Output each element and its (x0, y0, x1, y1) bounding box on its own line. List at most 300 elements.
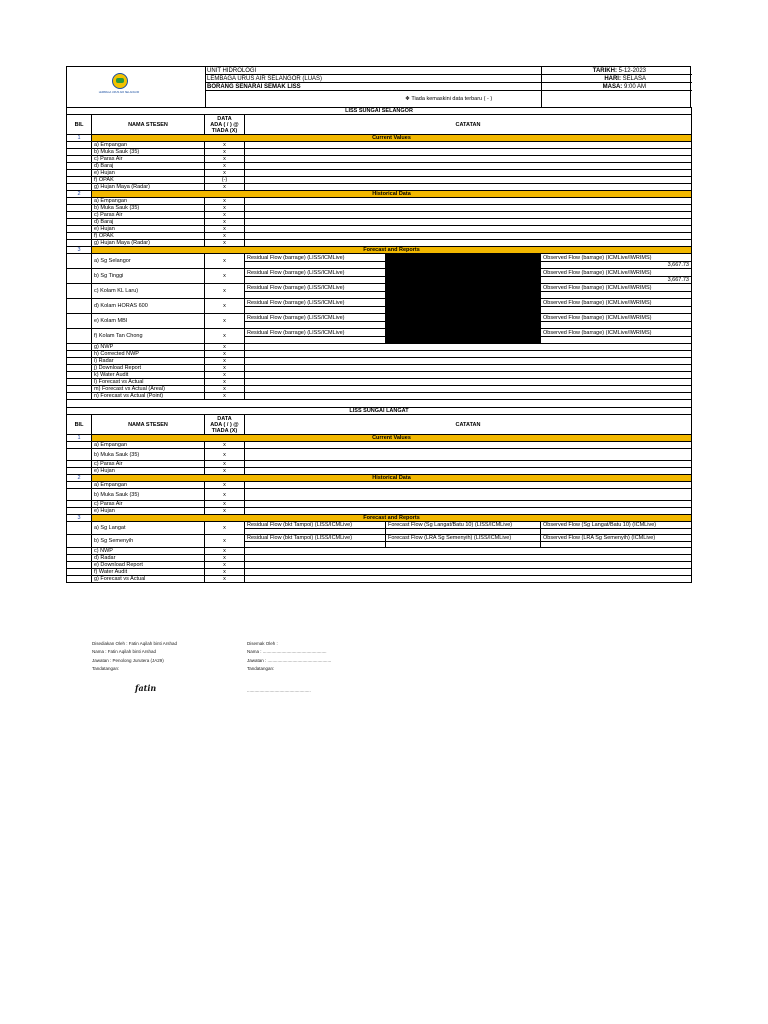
status-mark: x (205, 482, 245, 489)
section-number: 1 (67, 135, 92, 142)
status-mark: (-) (205, 177, 245, 184)
station-row (67, 184, 692, 191)
empty-bil (67, 372, 92, 379)
status-mark: x (205, 386, 245, 393)
flow-row (67, 269, 692, 277)
empty-bil (67, 240, 92, 247)
empty-bil (67, 184, 92, 191)
station-name: f) Water Audit (92, 569, 205, 576)
station-name: f) OPAK (92, 177, 205, 184)
checked-signature-label: Tandatangan: (247, 665, 275, 671)
checked-name: Nama : ................................................... (247, 649, 327, 655)
empty-bil (67, 562, 92, 569)
observed-flow-label: Observed Flow (Sg Langat/Batu 10) (ICMLive) (541, 522, 692, 529)
empty-bil (67, 461, 92, 468)
catatan-cell (245, 351, 692, 358)
station-name: b) Muka Sauk (35) (92, 449, 205, 461)
checklist-sheet (66, 66, 691, 583)
station-name: c) Paras Air (92, 212, 205, 219)
catatan-cell (245, 142, 692, 149)
station-row (67, 344, 692, 351)
station-name: d) Baraj (92, 219, 205, 226)
station-row (67, 205, 692, 212)
section-number: 1 (67, 435, 92, 442)
status-mark: x (205, 205, 245, 212)
station-row (67, 365, 692, 372)
residual-value (245, 307, 386, 314)
flow-row (67, 284, 692, 292)
observed-flow-label: Observed Flow (barrage) (ICMLive/IWRIMS) (541, 314, 692, 322)
section-title: Forecast and Reports (92, 515, 692, 522)
col-data-line: TIADA (X) (211, 427, 238, 434)
station-name: b) Muka Sauk (35) (92, 489, 205, 501)
col-data (205, 115, 245, 135)
empty-bil (67, 393, 92, 400)
catatan-cell (245, 468, 692, 475)
station-row (67, 240, 692, 247)
empty-bil (67, 569, 92, 576)
residual-flow-label: Residual Flow (barrage) (LISS/ICMLive) (245, 284, 386, 292)
station-row (67, 379, 692, 386)
observed-flow-label: Observed Flow (barrage) (ICMLive/IWRIMS) (541, 299, 692, 307)
status-mark: x (205, 548, 245, 555)
catatan-cell (245, 562, 692, 569)
station-name: b) Sg Tinggi (92, 269, 205, 284)
station-row (67, 351, 692, 358)
status-mark: x (205, 442, 245, 449)
status-mark: x (205, 576, 245, 583)
status-mark: x (205, 233, 245, 240)
empty-bil (67, 269, 92, 284)
catatan-cell (245, 233, 692, 240)
residual-flow-label: Residual Flow (barrage) (LISS/ICMLive) (245, 299, 386, 307)
station-name: d) Radar (92, 555, 205, 562)
col-bil: BIL (67, 415, 92, 435)
catatan-cell (245, 569, 692, 576)
prepared-position: Jawatan : Penolong Jurutera (JA29) (92, 657, 164, 663)
empty-bil (67, 177, 92, 184)
catatan-cell (245, 149, 692, 156)
section-band-row (67, 135, 692, 142)
spacer-row (67, 400, 692, 408)
observed-flow-label: Observed Flow (barrage) (ICMLive/IWRIMS) (541, 284, 692, 292)
catatan-cell (245, 508, 692, 515)
catatan-cell (245, 156, 692, 163)
station-name: a) Empangan (92, 198, 205, 205)
station-row (67, 393, 692, 400)
station-row (67, 149, 692, 156)
residual-value (245, 277, 386, 284)
empty-bil (67, 226, 92, 233)
empty-bil (67, 344, 92, 351)
empty-bil (67, 508, 92, 515)
catatan-cell (245, 212, 692, 219)
empty-bil (67, 329, 92, 344)
status-mark: x (205, 219, 245, 226)
empty-bil (67, 386, 92, 393)
section-title: Current Values (92, 435, 692, 442)
catatan-cell (245, 365, 692, 372)
status-mark: x (205, 449, 245, 461)
station-row (67, 386, 692, 393)
unit-title: UNIT HIDROLOGI (205, 67, 541, 75)
logo-text: LEMBAGA URUS AIR SELANGOR (98, 91, 140, 94)
col-bil: BIL (67, 115, 92, 135)
hari-field: HARI: SELASA (541, 75, 692, 83)
checked-by-block (247, 640, 397, 673)
catatan-cell (245, 489, 692, 501)
station-row (67, 555, 692, 562)
residual-flow-label: Residual Flow (barrage) (LISS/ICMLive) (245, 314, 386, 322)
catatan-cell (245, 163, 692, 170)
status-mark: x (205, 329, 245, 344)
station-name: i) Radar (92, 358, 205, 365)
section-number: 3 (67, 515, 92, 522)
catatan-cell (245, 240, 692, 247)
checked-by: Disemak Oleh : (247, 641, 278, 646)
redacted-block (386, 284, 541, 299)
flow-row (67, 535, 692, 542)
section-title: Historical Data (92, 475, 692, 482)
station-name: d) Baraj (92, 163, 205, 170)
station-name: e) Hujan (92, 170, 205, 177)
station-name: c) NWP (92, 548, 205, 555)
observed-value (541, 337, 692, 344)
status-mark: x (205, 149, 245, 156)
luas-logo (67, 67, 206, 107)
catatan-cell (245, 386, 692, 393)
spacer (67, 400, 692, 408)
status-mark: x (205, 170, 245, 177)
empty-bil (67, 379, 92, 386)
status-mark: x (205, 372, 245, 379)
signature-line: ................................................... (247, 688, 311, 693)
empty-bil (67, 576, 92, 583)
station-row (67, 372, 692, 379)
prepared-name: Nama : Fatin Aqilah binti Arshad (92, 649, 157, 655)
region-title-row (67, 408, 692, 415)
status-mark: x (205, 535, 245, 548)
station-name: f) Kolam Tan Chong (92, 329, 205, 344)
station-row (67, 212, 692, 219)
station-name: a) Empangan (92, 442, 205, 449)
empty-bil (67, 205, 92, 212)
status-mark: x (205, 314, 245, 329)
catatan-cell (245, 482, 692, 489)
handwritten-signature: fatin (135, 683, 157, 693)
catatan-cell (245, 198, 692, 205)
catatan-cell (245, 170, 692, 177)
station-name: c) Paras Air (92, 156, 205, 163)
empty-bil (67, 501, 92, 508)
residual-value (245, 322, 386, 329)
forecast-flow-label: Forecast Flow (Sg Langat/Batu 10) (LISS/ICMLive) (386, 522, 541, 529)
station-name: l) Forecast vs Actual (92, 379, 205, 386)
catatan-cell (245, 449, 692, 461)
status-mark: x (205, 226, 245, 233)
status-mark: x (205, 284, 245, 299)
observed-value: 3,667.73 (541, 277, 692, 284)
flow-row (67, 314, 692, 322)
station-name: c) Paras Air (92, 461, 205, 468)
header-titles (205, 67, 542, 107)
station-name: g) Hujan Maya (Radar) (92, 184, 205, 191)
station-row (67, 226, 692, 233)
empty-bil (67, 212, 92, 219)
status-mark: x (205, 198, 245, 205)
empty-bil (67, 198, 92, 205)
region-title: LISS SUNGAI SELANGOR (67, 108, 692, 115)
prepared-signature-label: Tandatangan: (92, 665, 120, 671)
station-name: c) Kolam KL Laru) (92, 284, 205, 299)
station-row (67, 142, 692, 149)
empty-bil (67, 219, 92, 226)
empty-bil (67, 489, 92, 501)
station-name: a) Sg Selangor (92, 254, 205, 269)
col-catatan: CATATAN (245, 115, 692, 135)
station-row (67, 449, 692, 461)
section-title: Historical Data (92, 191, 692, 198)
section-band-row (67, 475, 692, 482)
station-row (67, 548, 692, 555)
section-number: 2 (67, 475, 92, 482)
catatan-cell (245, 555, 692, 562)
station-name: n) Forecast vs Actual (Point) (92, 393, 205, 400)
status-mark: x (205, 569, 245, 576)
prepared-by: Disediakan Oleh : Fatin Aqilah binti Arshad (92, 641, 178, 646)
empty-bil (67, 314, 92, 329)
status-mark: x (205, 358, 245, 365)
status-mark: x (205, 269, 245, 284)
station-name: d) Kolam HORAS 600 (92, 299, 205, 314)
section-band-row (67, 247, 692, 254)
observed-flow-label: Observed Flow (barrage) (ICMLive/IWRIMS) (541, 329, 692, 337)
empty-bil (67, 163, 92, 170)
col-nama-stesen: NAMA STESEN (92, 115, 205, 135)
status-mark: x (205, 489, 245, 501)
catatan-cell (245, 548, 692, 555)
empty-bil (67, 170, 92, 177)
empty-bil (67, 284, 92, 299)
status-mark: x (205, 501, 245, 508)
section-number: 2 (67, 191, 92, 198)
station-name: m) Forecast vs Actual (Areal) (92, 386, 205, 393)
station-name: f) OPAK (92, 233, 205, 240)
observed-flow-label: Observed Flow (barrage) (ICMLive/IWRIMS) (541, 269, 692, 277)
catatan-cell (245, 177, 692, 184)
station-name: j) Download Report (92, 365, 205, 372)
section-band-row (67, 515, 692, 522)
station-name: b) Muka Sauk (35) (92, 205, 205, 212)
legend-note: ❖ Tiada kemaskini data terbaru ( - ) (405, 96, 493, 102)
section-band-row (67, 435, 692, 442)
section-title: Current Values (92, 135, 692, 142)
catatan-cell (245, 501, 692, 508)
catatan-cell (245, 226, 692, 233)
section-title: Forecast and Reports (92, 247, 692, 254)
catatan-cell (245, 461, 692, 468)
station-name: e) Hujan (92, 226, 205, 233)
station-row (67, 170, 692, 177)
empty-bil (67, 449, 92, 461)
status-mark: x (205, 299, 245, 314)
form-header (66, 66, 691, 107)
empty-bil (67, 535, 92, 548)
station-name: b) Sg Semenyih (92, 535, 205, 548)
station-name: g) Hujan Maya (Radar) (92, 240, 205, 247)
status-mark: x (205, 163, 245, 170)
section-number: 3 (67, 247, 92, 254)
residual-flow-label: Residual Flow (barrage) (LISS/ICMLive) (245, 329, 386, 337)
station-name: a) Empangan (92, 482, 205, 489)
station-row (67, 198, 692, 205)
residual-flow-label: Residual Flow (barrage) (LISS/ICMLive) (245, 269, 386, 277)
empty-bil (67, 522, 92, 535)
status-mark: x (205, 351, 245, 358)
status-mark: x (205, 379, 245, 386)
masa-field: MASA: 9:00 AM (541, 83, 692, 91)
redacted-block (386, 329, 541, 344)
station-row (67, 508, 692, 515)
empty-bil (67, 358, 92, 365)
residual-flow-label: Residual Flow (barrage) (LISS/ICMLive) (245, 254, 386, 262)
status-mark: x (205, 522, 245, 535)
catatan-cell (245, 576, 692, 583)
col-nama-stesen: NAMA STESEN (92, 415, 205, 435)
flow-row (67, 329, 692, 337)
form-title: BORANG SENARAI SEMAK LISS (205, 83, 541, 91)
catatan-cell (245, 344, 692, 351)
status-mark: x (205, 461, 245, 468)
station-row (67, 233, 692, 240)
empty-bil (67, 468, 92, 475)
checked-position: Jawatan : ................................................... (247, 657, 332, 663)
agency-title: LEMBAGA URUS AIR SELANGOR (LUAS) (205, 75, 541, 83)
flow-row (67, 299, 692, 307)
catatan-cell (245, 184, 692, 191)
residual-value (245, 337, 386, 344)
status-mark: x (205, 468, 245, 475)
col-data-line: DATA (217, 115, 232, 122)
station-row (67, 489, 692, 501)
catatan-cell (245, 372, 692, 379)
status-mark: x (205, 240, 245, 247)
station-row (67, 562, 692, 569)
forecast-flow-label: Forecast Flow (LRA Sg Semenyih) (LISS/ICMLive) (386, 535, 541, 542)
luas-seal-icon (112, 73, 128, 89)
empty-bil (67, 142, 92, 149)
station-row (67, 482, 692, 489)
tarikh-field: TARIKH: 5-12-2023 (541, 67, 692, 75)
status-mark: x (205, 508, 245, 515)
status-mark: x (205, 156, 245, 163)
empty-bil (67, 233, 92, 240)
checklist-table (66, 107, 692, 583)
station-row (67, 358, 692, 365)
station-row (67, 461, 692, 468)
station-row (67, 163, 692, 170)
catatan-cell (245, 442, 692, 449)
observed-value (541, 292, 692, 299)
empty-bil (67, 299, 92, 314)
residual-value (245, 292, 386, 299)
section-band-row (67, 191, 692, 198)
observed-value: 3,667.73 (541, 262, 692, 269)
residual-flow-label: Residual Flow (bkt Tampoi) (LISS/ICMLive) (245, 535, 386, 542)
station-row (67, 219, 692, 226)
redacted-block (386, 299, 541, 314)
col-data-line: ADA ( / ) @ (210, 421, 239, 428)
column-header-row (67, 115, 692, 135)
station-name: e) Hujan (92, 468, 205, 475)
catatan-cell (245, 379, 692, 386)
col-data-line: DATA (217, 415, 232, 422)
redacted-block (386, 269, 541, 284)
empty-bil (67, 351, 92, 358)
status-mark: x (205, 212, 245, 219)
redacted-block (386, 254, 541, 269)
status-mark: x (205, 555, 245, 562)
empty-bil (67, 156, 92, 163)
observed-flow-label: Observed Flow (LRA Sg Semenyih) (ICMLive) (541, 535, 692, 542)
residual-flow-label: Residual Flow (bkt Tampoi) (LISS/ICMLive) (245, 522, 386, 529)
station-row (67, 156, 692, 163)
empty-bil (67, 548, 92, 555)
empty-bil (67, 149, 92, 156)
station-row (67, 468, 692, 475)
observed-value (541, 322, 692, 329)
residual-value (245, 262, 386, 269)
station-name: e) Download Report (92, 562, 205, 569)
column-header-row (67, 415, 692, 435)
empty-bil (67, 442, 92, 449)
status-mark: x (205, 184, 245, 191)
station-name: k) Water Audit (92, 372, 205, 379)
station-name: c) Paras Air (92, 501, 205, 508)
redacted-block (386, 314, 541, 329)
empty-bil (67, 254, 92, 269)
empty-bil (67, 365, 92, 372)
header-meta (541, 67, 692, 107)
observed-flow-label: Observed Flow (barrage) (ICMLive/IWRIMS) (541, 254, 692, 262)
station-name: g) NWP (92, 344, 205, 351)
station-row (67, 442, 692, 449)
catatan-cell (245, 205, 692, 212)
observed-value (541, 307, 692, 314)
station-row (67, 569, 692, 576)
station-name: a) Sg Langat (92, 522, 205, 535)
station-name: g) Forecast vs Actual (92, 576, 205, 583)
station-row (67, 177, 692, 184)
col-data-line: ADA ( / ) @ (210, 121, 239, 128)
empty-bil (67, 555, 92, 562)
station-name: b) Muka Sauk (35) (92, 149, 205, 156)
flow-row (67, 254, 692, 262)
status-mark: x (205, 142, 245, 149)
col-data-line: TIADA (X) (211, 127, 238, 134)
region-title-row (67, 108, 692, 115)
empty-bil (67, 482, 92, 489)
station-row (67, 501, 692, 508)
catatan-cell (245, 358, 692, 365)
status-mark: x (205, 254, 245, 269)
station-row (67, 576, 692, 583)
col-catatan: CATATAN (245, 415, 692, 435)
catatan-cell (245, 393, 692, 400)
catatan-cell (245, 219, 692, 226)
station-name: e) Kolam MBI (92, 314, 205, 329)
station-name: e) Hujan (92, 508, 205, 515)
